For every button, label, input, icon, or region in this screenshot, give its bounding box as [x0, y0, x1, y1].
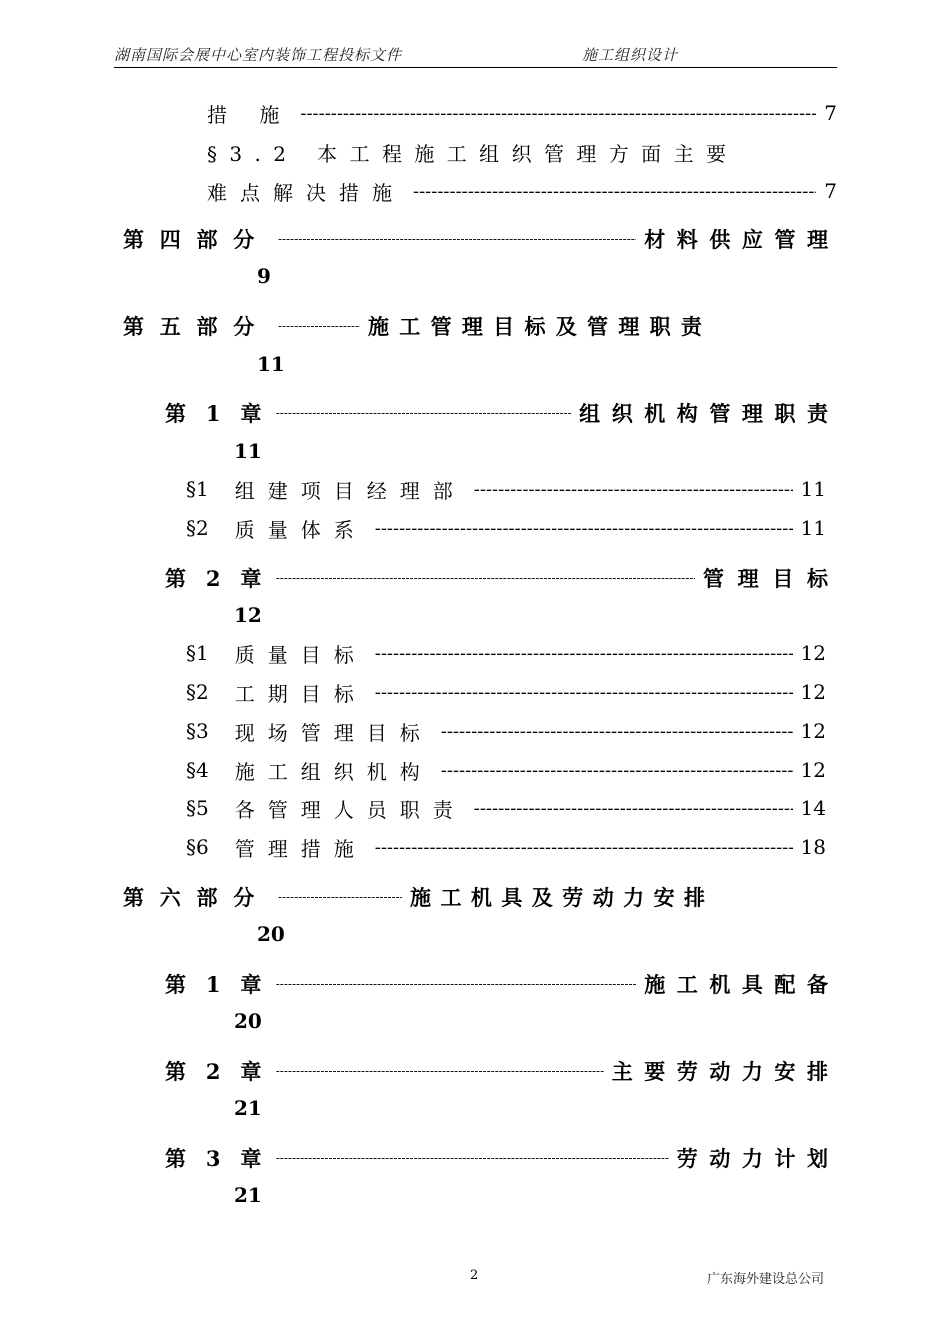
toc-section-page: 11	[800, 477, 826, 501]
toc-section[interactable]	[186, 476, 826, 502]
toc-section-page: 12	[800, 680, 826, 704]
toc-chapter-label: 第 1 章	[165, 401, 268, 426]
toc-part-5[interactable]	[123, 312, 828, 340]
toc-part-page: 9	[257, 264, 271, 288]
toc-leader	[278, 319, 360, 333]
toc-leader	[276, 1151, 669, 1165]
toc-section[interactable]	[186, 679, 826, 705]
toc-chapter-page: 21	[234, 1096, 262, 1120]
toc-section-label: §2	[186, 516, 209, 540]
toc-part-6[interactable]	[123, 883, 828, 911]
toc-part-title: 材料供应管理	[644, 227, 840, 252]
toc-section-title: 质量目标	[234, 642, 367, 667]
toc-chapter-label: 第 3 章	[165, 1146, 268, 1171]
toc-section-title: 质量体系	[234, 517, 367, 542]
toc-entry-page: 7	[824, 101, 837, 125]
toc-section-page: 12	[800, 758, 826, 782]
toc-part-title: 施工管理目标及管理职责	[368, 314, 713, 339]
toc-chapter-page: 11	[234, 439, 262, 463]
toc-leader	[375, 837, 793, 858]
toc-section[interactable]	[186, 834, 826, 860]
toc-section-label: §6	[186, 835, 209, 859]
toc-section-title: 管理措施	[234, 836, 367, 861]
header-document-title: 湖南国际会展中心室内装饰工程投标文件	[114, 46, 403, 64]
toc-leader	[276, 1064, 604, 1078]
toc-leader	[474, 798, 793, 819]
toc-leader	[441, 760, 793, 781]
toc-entry-page: 7	[824, 179, 837, 203]
toc-part-title: 施工机具及劳动力安排	[410, 885, 715, 910]
toc-part-label: 第六部分	[123, 885, 270, 910]
toc-chapter-title: 管理目标	[703, 566, 842, 591]
toc-section-label: §4	[186, 758, 209, 782]
toc-part-label: 第五部分	[123, 314, 270, 339]
footer-company: 广东海外建设总公司	[707, 1272, 825, 1287]
toc-chapter[interactable]	[165, 970, 840, 998]
toc-section-label: §1	[186, 477, 209, 501]
toc-entry[interactable]	[207, 139, 837, 165]
toc-section-title: 施工组织机构	[234, 759, 433, 784]
toc-leader	[474, 479, 793, 500]
toc-leader	[276, 977, 637, 991]
toc-leader	[375, 682, 793, 703]
toc-section[interactable]	[186, 640, 826, 666]
toc-entry[interactable]	[207, 178, 837, 204]
toc-chapter[interactable]	[165, 1144, 840, 1172]
toc-entry[interactable]	[207, 100, 837, 126]
toc-section[interactable]	[186, 515, 826, 541]
toc-entry-title: 难点解决措施	[207, 180, 405, 205]
toc-chapter-label: 第 2 章	[165, 1059, 268, 1084]
toc-leader	[300, 103, 816, 124]
toc-part-page: 20	[257, 922, 285, 946]
toc-section[interactable]	[186, 718, 826, 744]
toc-chapter-page: 21	[234, 1183, 262, 1207]
toc-chapter-label: 第 1 章	[165, 972, 268, 997]
toc-part-page: 11	[257, 352, 285, 376]
toc-part-label: 第四部分	[123, 227, 270, 252]
toc-section-title: 工期目标	[234, 681, 367, 706]
toc-chapter-page: 12	[234, 603, 262, 627]
toc-leader	[441, 721, 793, 742]
toc-leader	[375, 518, 793, 539]
toc-chapter-page: 20	[234, 1009, 262, 1033]
header-rule	[114, 67, 837, 68]
toc-chapter[interactable]	[165, 564, 842, 592]
toc-entry-title: 措 施	[207, 102, 293, 127]
toc-leader	[413, 181, 816, 202]
header-section-title: 施工组织设计	[582, 46, 679, 64]
toc-section-label: §5	[186, 796, 209, 820]
toc-section[interactable]	[186, 757, 826, 783]
toc-section-label: §3	[186, 719, 209, 743]
toc-section-page: 18	[800, 835, 826, 859]
toc-section-title: 现场管理目标	[234, 720, 433, 745]
toc-section-title: 各管理人员职责	[234, 797, 466, 822]
toc-chapter-label: 第 2 章	[165, 566, 268, 591]
footer-page-number: 2	[470, 1268, 479, 1283]
toc-chapter[interactable]	[165, 399, 840, 427]
toc-section[interactable]	[186, 795, 826, 821]
toc-chapter[interactable]	[165, 1057, 840, 1085]
toc-section-label: §1	[186, 641, 209, 665]
toc-chapter-title: 主要劳动力安排	[611, 1059, 840, 1084]
toc-part-4[interactable]	[123, 225, 840, 253]
toc-leader	[278, 232, 636, 246]
toc-leader	[278, 890, 402, 904]
toc-section-title: 组建项目经理部	[234, 478, 466, 503]
toc-chapter-title: 劳动力计划	[676, 1146, 840, 1171]
toc-section-page: 11	[800, 516, 826, 540]
toc-entry-title: §3.2 本工程施工组织管理方面主要	[207, 141, 739, 166]
toc-section-page: 12	[800, 719, 826, 743]
toc-section-label: §2	[186, 680, 209, 704]
toc-leader	[276, 571, 695, 585]
toc-chapter-title: 组织机构管理职责	[579, 401, 840, 426]
toc-section-page: 12	[800, 641, 826, 665]
toc-leader	[375, 643, 793, 664]
toc-section-page: 14	[800, 796, 826, 820]
toc-chapter-title: 施工机具配备	[644, 972, 840, 997]
toc-leader	[276, 406, 571, 420]
